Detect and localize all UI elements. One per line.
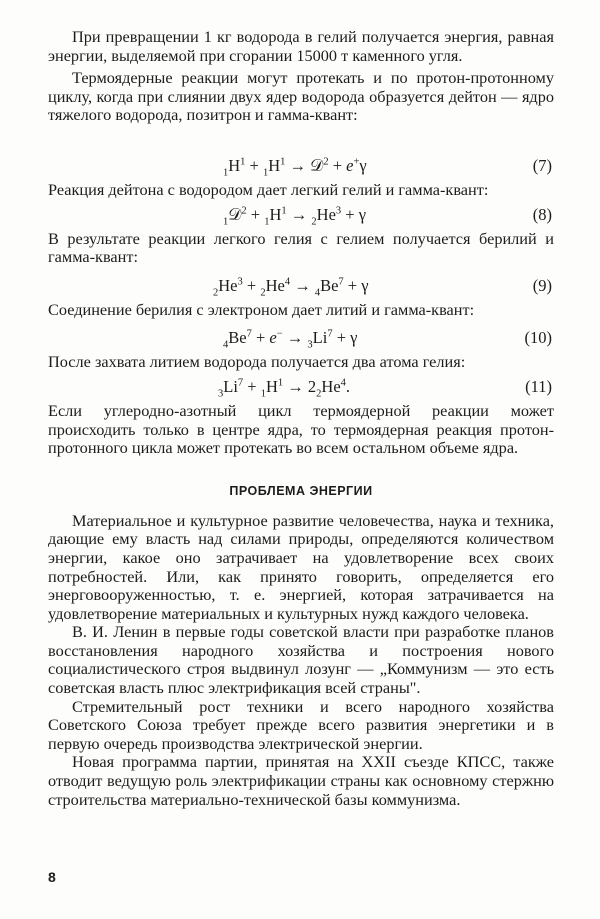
paragraph-cycle-comparison: Если углеродно-азотный цикл термоядерной реакции может происходить только в центре ядра, то термоядерная реакция протон-протонного цикла может протекать во всем остальном объеме ядра. [48, 400, 554, 458]
equation-number: (9) [532, 275, 552, 295]
equation-8: $_1$𝒟$^2$ + $_1H^1 \to _2He^3 + \gamma$ (8) [223, 204, 552, 227]
equation-number: (8) [532, 204, 552, 224]
paragraph-energy-conversion: При превращении 1 кг водорода в гелий получается энергия, равная энергии, выделяемой при сгорании 15000 т каменного угля. [48, 27, 554, 65]
section-heading: ПРОБЛЕМА ЭНЕРГИИ [229, 483, 373, 498]
equation-number: (10) [524, 328, 552, 348]
paragraph-helium-reaction: В результате реакции легкого гелия с гелием получается берилий и гамма-квант: [48, 228, 554, 267]
equation-10: $_4Be^7 + e^- \to _3Li^7 + \gamma$ (10) [223, 328, 552, 351]
paragraph-party-program: Новая программа партии, принятая на XXII съезде КПСС, также отводит ведущую роль электрификации страны как основному стержню строительства материально-технической базы коммунизма. [48, 752, 554, 809]
equation-11: $_3Li^7 + _1H^1 \to 2_2He^4$. (11) [218, 376, 552, 400]
paragraph-technology-growth: Стремительный рост техники и всего народного хозяйства Советского Союза требует прежде всего развития энергетики и в первую очередь производства электрической энергии. [48, 696, 554, 753]
equation-7: $_1H^1 + _1H^1$ → 𝒟$^2$ + e+γ (7) [223, 155, 552, 179]
page-number: 8 [48, 869, 56, 885]
paragraph-proton-cycle: Термоядерные реакции могут протекать и по протон-протонному циклу, когда при слиянии двух ядер водорода образуется дейтон — ядро тяжелого водорода, позитрон и гамма-квант: [48, 68, 554, 125]
paragraph-beryllium-reaction: Соединение берилия с электроном дает литий и гамма-квант: [48, 299, 475, 319]
paragraph-lenin-slogan: В. И. Ленин в первые годы советской власти при разработке планов восстановления народного хозяйства и построения нового социалистического строя выдвинул лозунг — „Коммунизм — это есть советская власть плюс электрификация всей страны". [48, 622, 554, 698]
equation-number: (7) [532, 155, 552, 175]
equation-9: $_2He^3 + _2He^4 \to _4Be^7 + \gamma$ (9) [213, 275, 552, 299]
paragraph-lithium-reaction: После захвата литием водорода получается два атома гелия: [48, 352, 466, 372]
paragraph-deuteron-reaction: Реакция дейтона с водородом дает легкий гелий и гамма-квант: [48, 179, 489, 199]
page-body [48, 28, 554, 809]
paragraph-material-development: Материальное и культурное развитие человечества, наука и техника, дающие ему власть над силами природы, определяются количеством энергии, какое оно затрачивает на удовлетворение всех своих потребностей. Или, как принято говорить, определяется его энерговооруженностью, т. е. энергией, которая затрачивается на удовлетворение материальных и культурных нужд каждого человека. [48, 510, 554, 623]
equation-number: (11) [525, 376, 552, 396]
